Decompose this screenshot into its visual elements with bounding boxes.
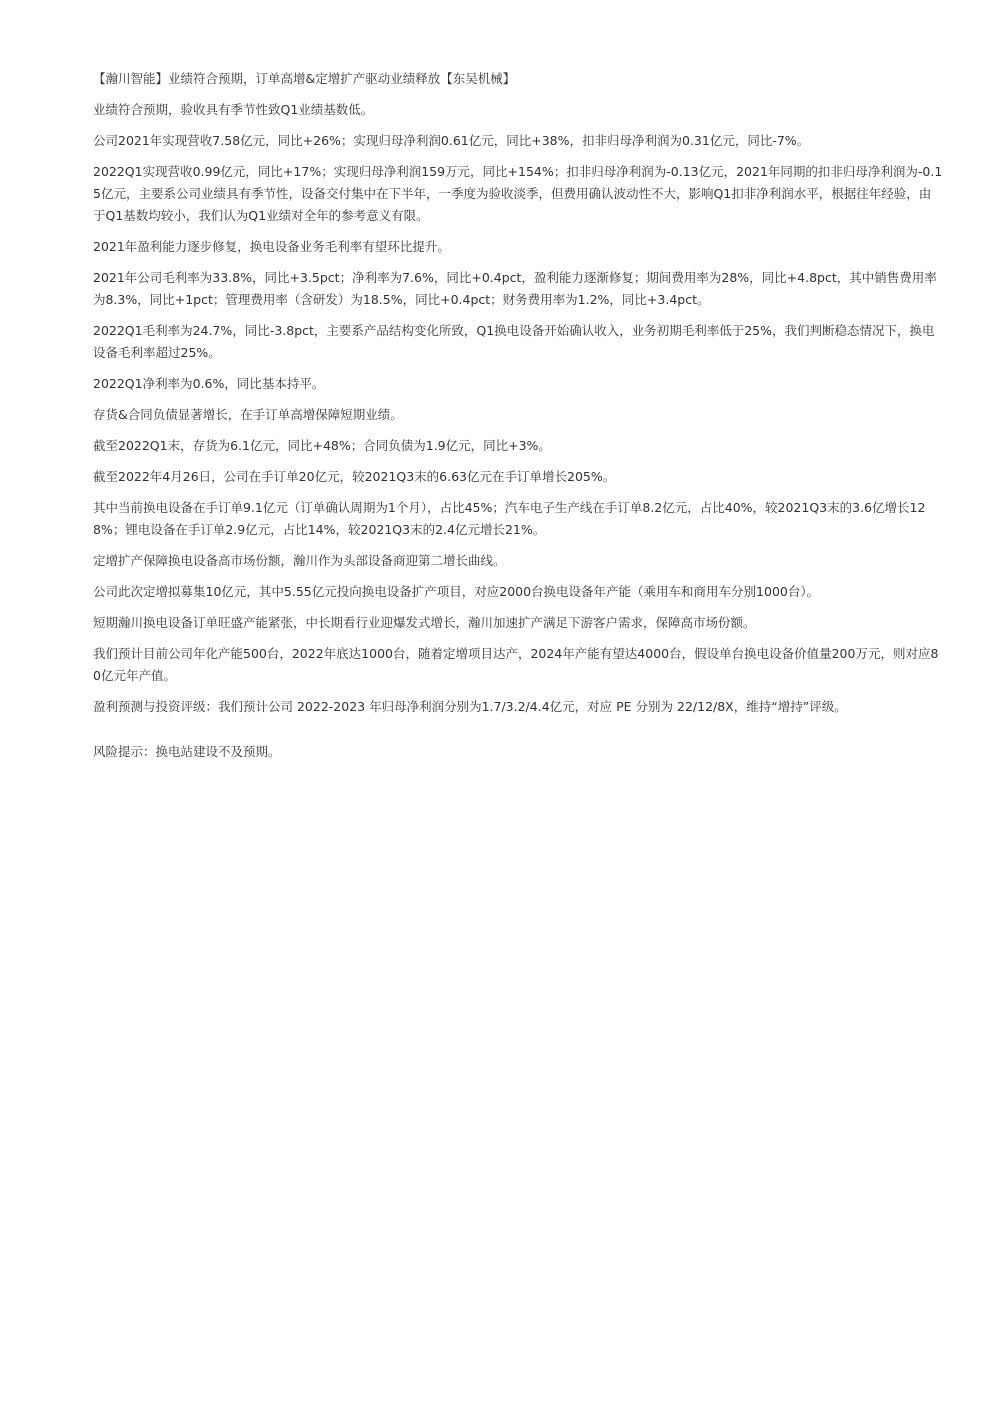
paragraph-9: 截至2022Q1末，存货为6.1亿元，同比+48%；合同负债为1.9亿元，同比+3%。 xyxy=(93,438,551,453)
paragraph-2: 公司2021年实现营收7.58亿元，同比+26%；实现归母净利润0.61亿元，同比+38%，扣非归母净利润为0.31亿元，同比-7%。 xyxy=(93,133,810,148)
document-title: 【瀚川智能】业绩符合预期，订单高增&定增扩产驱动业绩释放【东吴机械】 xyxy=(93,71,516,86)
paragraph-13: 公司此次定增拟募集10亿元，其中5.55亿元投向换电设备扩产项目，对应2000台换电设备年产能（乘用车和商用车分别1000台）。 xyxy=(93,584,820,599)
paragraph-3: 2022Q1实现营收0.99亿元，同比+17%；实现归母净利润159万元，同比+154%；扣非归母净利润为-0.13亿元，2021年同期的扣非归母净利润为-0.15亿元，主要系公司业绩具有季节性，设备交付集中在下半年，一季度为验收淡季，但费用确认波动性不大，影响Q1扣非净利润水平，根据往年经验，由于Q1基数均较小，我们认为Q1业绩对全年的参考意义有限。 xyxy=(93,164,943,223)
paragraph-8: 存货&合同负债显著增长，在手订单高增保障短期业绩。 xyxy=(93,407,403,422)
paragraph-14: 短期瀚川换电设备订单旺盛产能紧张，中长期看行业迎爆发式增长，瀚川加速扩产满足下游客户需求，保障高市场份额。 xyxy=(93,615,756,630)
paragraph-12: 定增扩产保障换电设备高市场份额，瀚川作为头部设备商迎第二增长曲线。 xyxy=(93,553,506,568)
paragraph-10: 截至2022年4月26日，公司在手订单20亿元，较2021Q3末的6.63亿元在手订单增长205%。 xyxy=(93,469,616,484)
paragraph-16: 盈利预测与投资评级：我们预计公司 2022-2023 年归母净利润分别为1.7/3.2/4.4亿元，对应 PE 分别为 22/12/8X，维持“增持”评级。 xyxy=(93,699,847,714)
paragraph-4: 2021年盈利能力逐步修复，换电设备业务毛利率有望环比提升。 xyxy=(93,239,450,254)
paragraph-7: 2022Q1净利率为0.6%，同比基本持平。 xyxy=(93,376,325,391)
paragraph-11: 其中当前换电设备在手订单9.1亿元（订单确认周期为1个月），占比45%；汽车电子生产线在手订单8.2亿元，占比40%，较2021Q3末的3.6亿增长128%；锂电设备在手订单2.9亿元，占比14%，较2021Q3末的2.4亿元增长21%。 xyxy=(93,500,926,537)
paragraph-spacer xyxy=(93,727,943,741)
paragraph-1: 业绩符合预期，验收具有季节性致Q1业绩基数低。 xyxy=(93,102,374,117)
paragraph-5: 2021年公司毛利率为33.8%，同比+3.5pct；净利率为7.6%，同比+0.4pct，盈利能力逐渐修复；期间费用率为28%，同比+4.8pct，其中销售费用率为8.3%，同比+1pct；管理费用率（含研发）为18.5%，同比+0.4pct；财务费用率为1.2%，同比+3.4pct。 xyxy=(93,270,937,307)
document-body xyxy=(93,68,943,772)
paragraph-15: 我们预计目前公司年化产能500台，2022年底达1000台，随着定增项目达产，2024年产能有望达4000台，假设单台换电设备价值量200万元，则对应80亿元年产值。 xyxy=(93,646,939,683)
paragraph-6: 2022Q1毛利率为24.7%，同比-3.8pct，主要系产品结构变化所致，Q1换电设备开始确认收入，业务初期毛利率低于25%，我们判断稳态情况下，换电设备毛利率超过25%。 xyxy=(93,323,935,360)
risk-warning: 风险提示：换电站建设不及预期。 xyxy=(93,744,281,759)
